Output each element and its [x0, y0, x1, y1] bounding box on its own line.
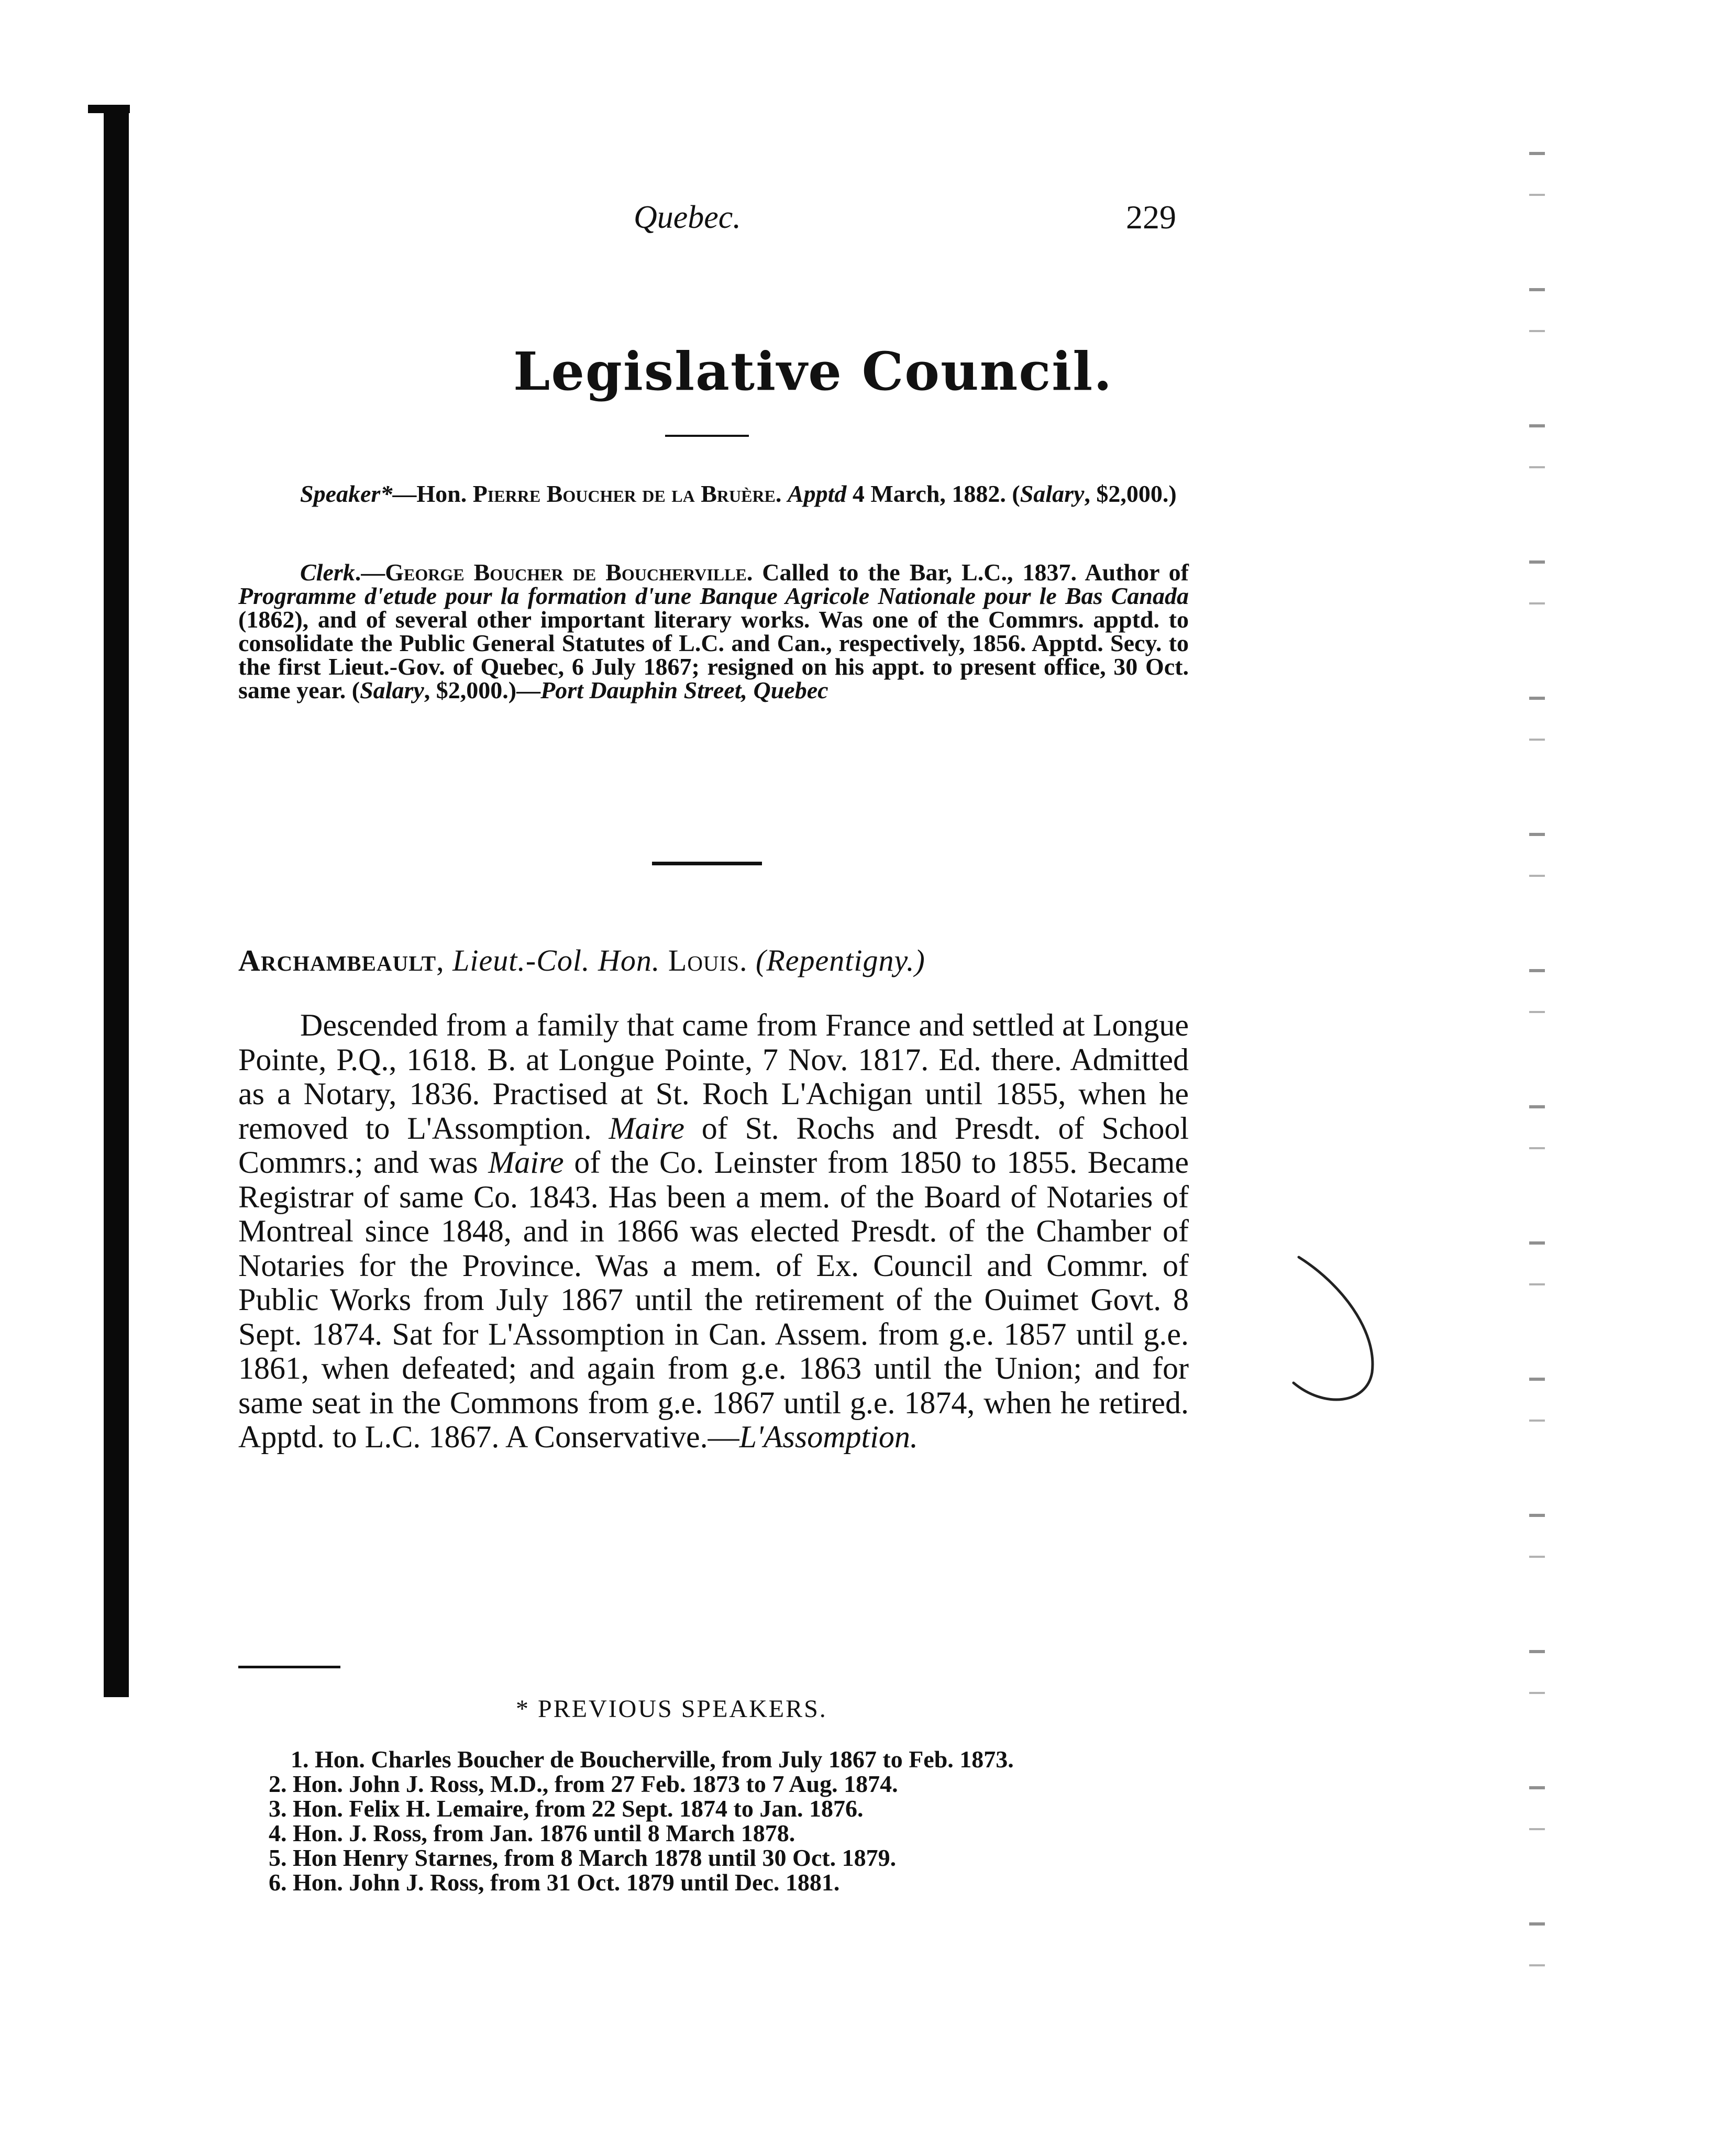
page-number: 229 — [1126, 199, 1176, 236]
list-item: 5. Hon Henry Starnes, from 8 March 1878 until 30 Oct. 1879. — [269, 1844, 897, 1871]
speaker-name: Pierre Boucher de la Bruère — [472, 480, 776, 507]
list-item: 2. Hon. John J. Ross, M.D., from 27 Feb. 1873 to 7 Aug. 1874. — [269, 1770, 898, 1797]
binding-shadow — [104, 105, 129, 1697]
footnote-divider — [238, 1666, 340, 1668]
entry-divider — [652, 862, 762, 865]
biography-address: L'Assomption. — [739, 1420, 918, 1454]
clerk-address: Port Dauphin Street, Quebec — [540, 677, 828, 703]
clerk-work-title: Programme d'etude pour la formation d'une Banque Agricole Nationale pour le Bas Canada — [238, 582, 1189, 609]
section-divider — [665, 435, 749, 437]
speaker-label: Speaker* — [300, 480, 393, 507]
running-head: Quebec. — [634, 200, 741, 235]
speaker-paragraph: Speaker*—Hon. Pierre Boucher de la Bruère. Apptd 4 March, 1882. (Salary, $2,000.) — [300, 480, 1177, 507]
list-item: 4. Hon. J. Ross, from Jan. 1876 until 8 March 1878. — [269, 1820, 795, 1846]
binding-shadow-tick — [88, 105, 130, 113]
previous-speakers-list — [238, 1747, 1189, 1895]
clerk-name: George Boucher de Boucherville — [385, 559, 747, 586]
list-item: 6. Hon. John J. Ross, from 31 Oct. 1879 until Dec. 1881. — [269, 1869, 840, 1896]
entry-surname: Archambeault — [238, 943, 437, 977]
entry-heading: Archambeault, Lieut.-Col. Hon. Louis. (Repentigny.) — [238, 943, 925, 977]
scan-edge-noise — [1529, 105, 1545, 2043]
clerk-paragraph: Clerk.—George Boucher de Boucherville. Called to the Bar, L.C., 1837. Author of Programme d'etude pour la formation d'une Banque Agricole Nationale pour le Bas Canada (1862), and of several other important literary works. Was one of the Commrs. apptd. to consolidate the Public General Statutes of L.C. and Can., respectively, 1856. Apptd. Secy. to the first Lieut.-Gov. of Quebec, 6 July 1867; resigned on his appt. to present office, 30 Oct. same year. (Salary, $2,000.)—Port Dauphin Street, Quebec — [238, 559, 1189, 703]
list-item: 1. Hon. Charles Boucher de Boucherville, from July 1867 to Feb. 1873. — [291, 1746, 1014, 1773]
section-title: Legislative Council. — [513, 340, 1113, 402]
clerk-label: Clerk — [300, 559, 355, 586]
biography-paragraph: Descended from a family that came from France and settled at Longue Pointe, P.Q., 1618. B. at Longue Pointe, 7 Nov. 1817. Ed. there. Admitted as a Notary, 1836. Practised at St. Roch L'Achigan until 1855, when he removed to L'Assomption. Maire of St. Rochs and Presdt. of School Commrs.; and was Maire of the Co. Leinster from 1850 to 1855. Became Registrar of same Co. 1843. Has been a mem. of the Board of Notaries of Montreal since 1848, and in 1866 was elected Presdt. of the Chamber of Notaries for the Province. Was a mem. of Ex. Council and Commr. of Public Works from July 1867 until the retirement of the Ouimet Govt. 8 Sept. 1874. Sat for L'Assomption in Can. Assem. from g.e. 1857 until g.e. 1861, when defeated; and again from g.e. 1863 until the Union; and for same seat in the Commons from g.e. 1867 until g.e. 1874, when he retired. Apptd. to L.C. 1867. A Conservative.—L'Assomption. — [238, 1008, 1189, 1454]
previous-speakers-heading: * PREVIOUS SPEAKERS. — [516, 1695, 827, 1723]
list-item: 3. Hon. Felix H. Lemaire, from 22 Sept. 1874 to Jan. 1876. — [269, 1795, 864, 1822]
entry-given-name: Louis — [668, 943, 739, 977]
pencil-annotation-mark — [1278, 1252, 1393, 1420]
entry-riding: (Repentigny.) — [756, 943, 925, 977]
entry-rank: Lieut.-Col. Hon. — [452, 943, 660, 977]
